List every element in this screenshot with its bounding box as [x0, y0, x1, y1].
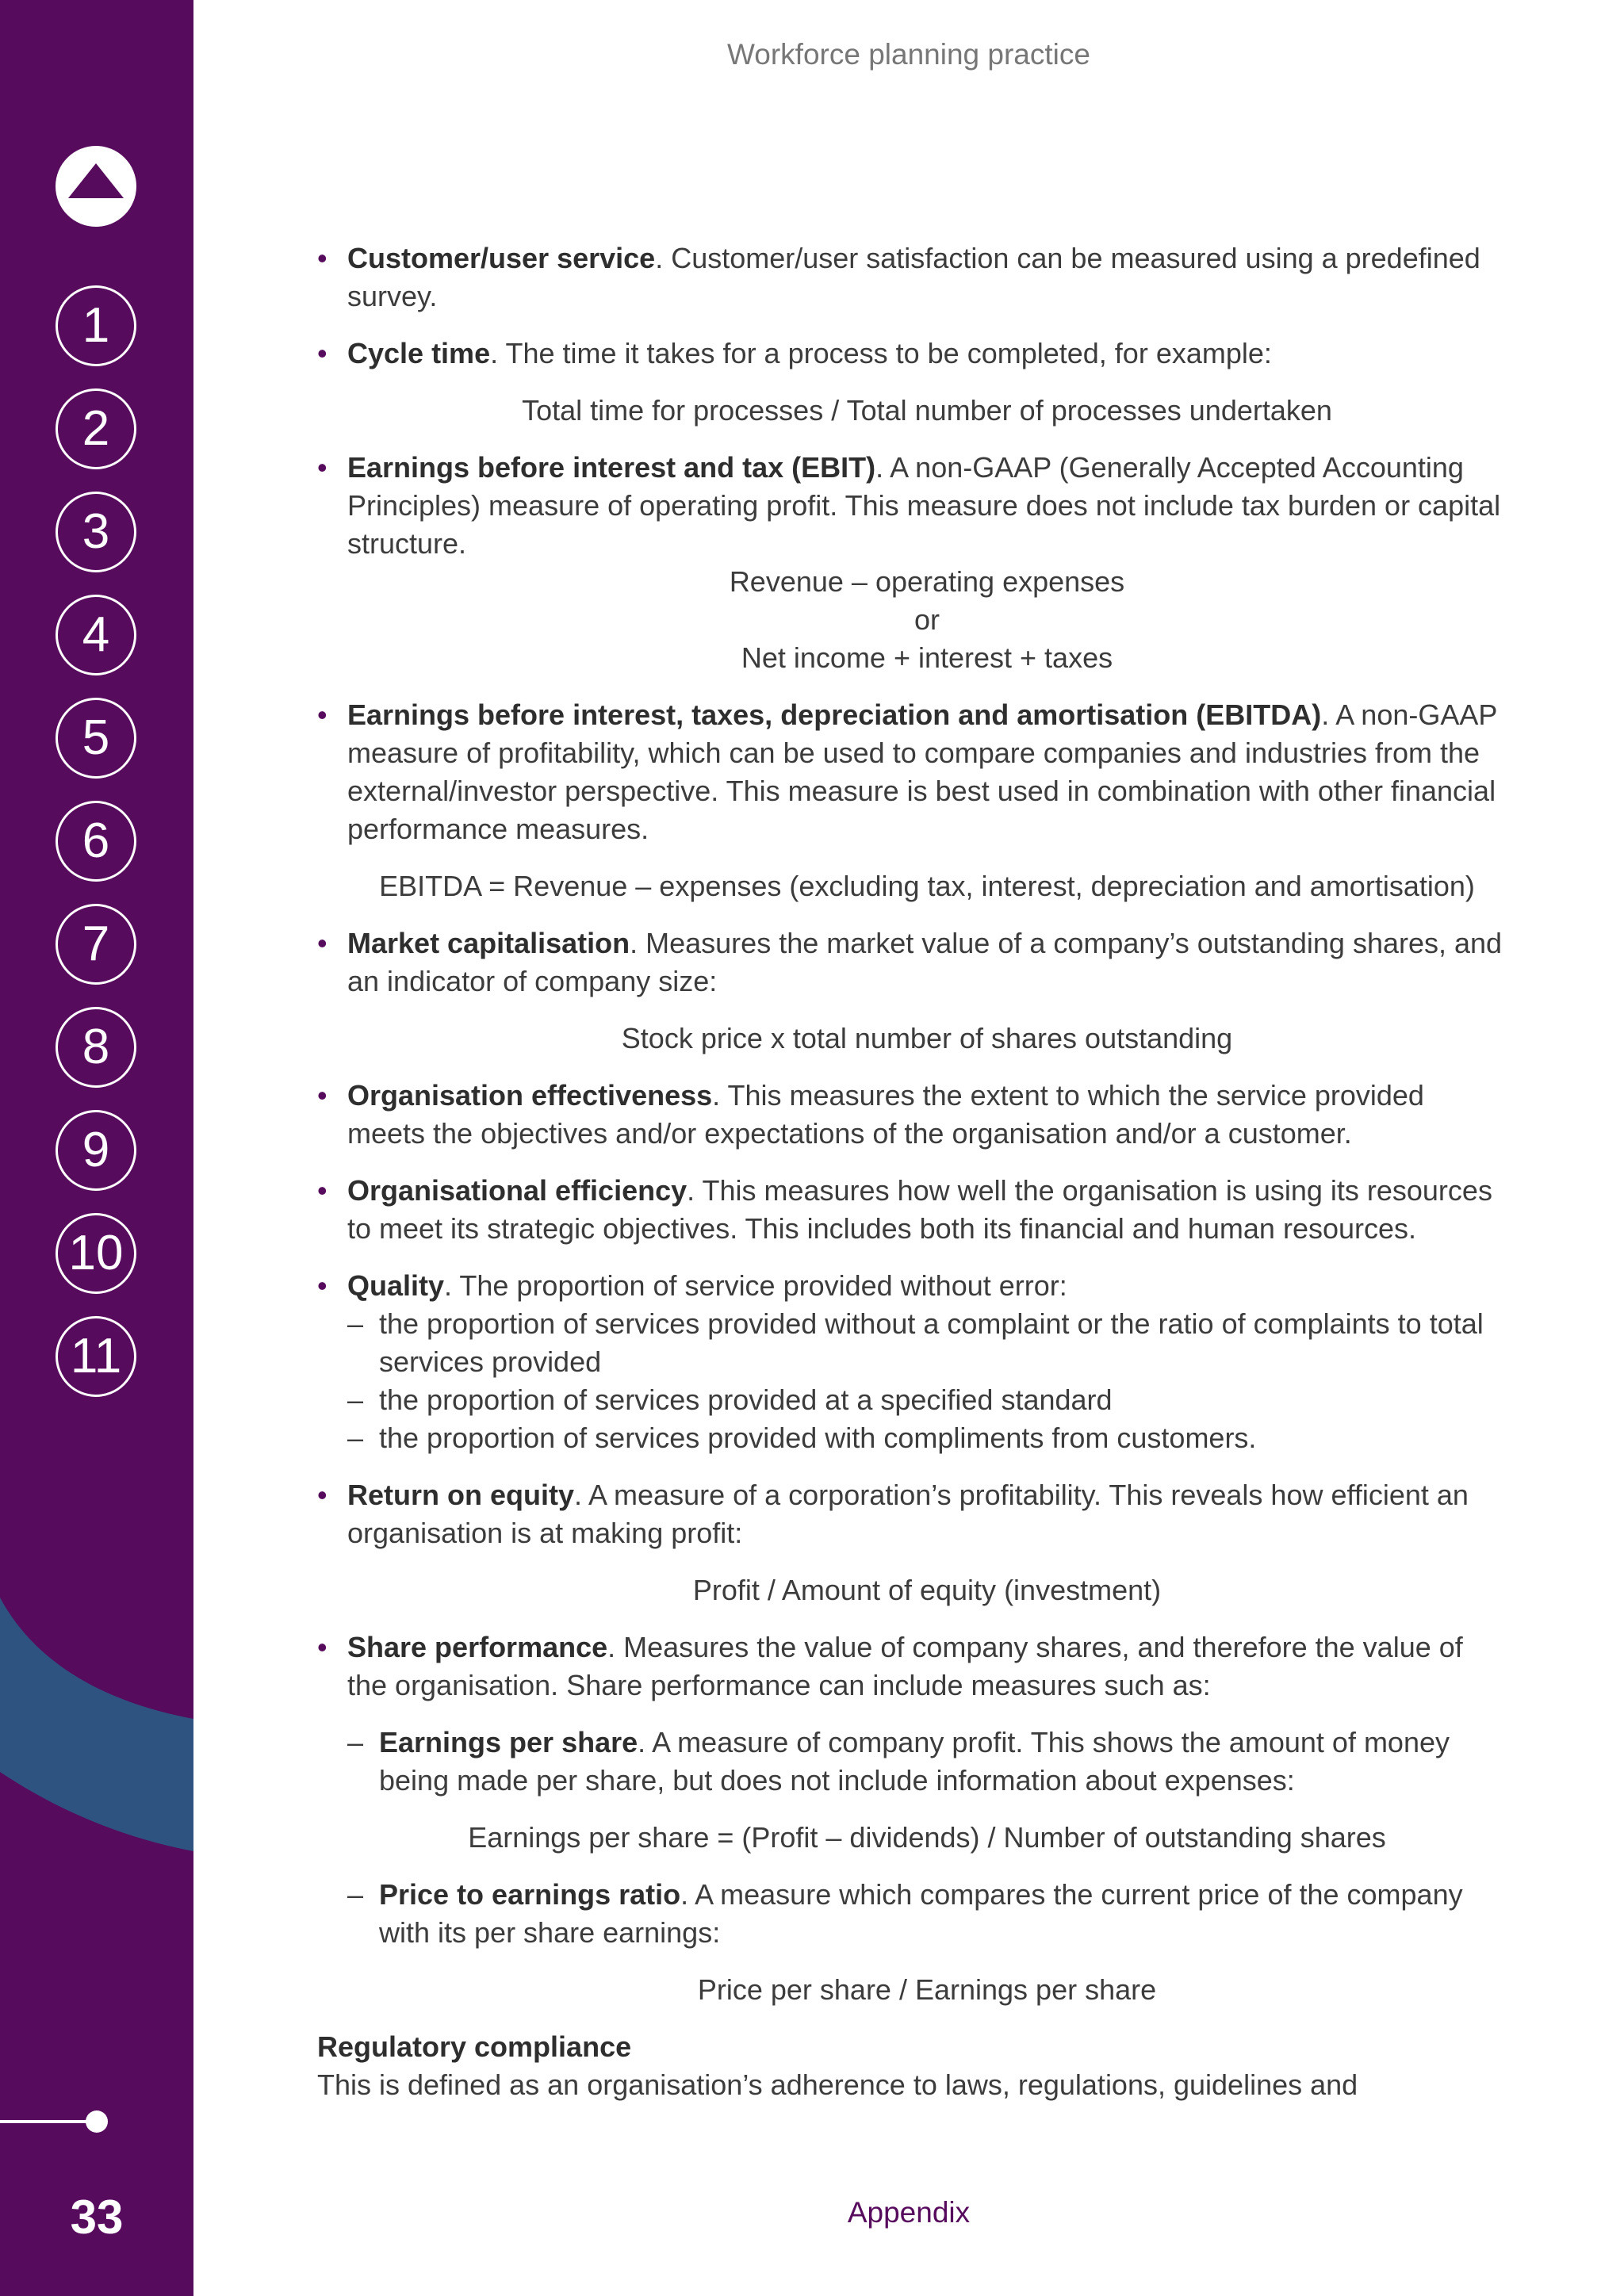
chapter-link-8[interactable]: 8: [56, 1007, 136, 1088]
definition: . Customer/user satisfaction can be measured using a predefined survey.: [347, 242, 1480, 312]
formula-earnings-per-share: Earnings per share = (Profit – dividends) / Number of outstanding shares: [468, 1821, 1386, 1854]
chapter-link-3[interactable]: 3: [56, 492, 136, 572]
definition: . The time it takes for a process to be completed, for example:: [490, 337, 1272, 369]
list-item-organisational-efficiency: [317, 1172, 1507, 1248]
term: Share performance: [347, 1631, 608, 1663]
term: Organisational efficiency: [347, 1174, 688, 1207]
formula-return-on-equity: Profit / Amount of equity (investment): [692, 1574, 1162, 1606]
chapter-link-10[interactable]: 10: [56, 1213, 136, 1294]
progress-marker: [86, 2110, 108, 2133]
list-item-quality: [317, 1267, 1507, 1305]
list-item-market-capitalisation: [317, 924, 1507, 1001]
bullet-icon: •: [317, 1269, 327, 1302]
term: Earnings per share: [379, 1726, 638, 1758]
sidebar: [0, 0, 193, 2296]
share-performance-sub-list: [347, 1724, 1507, 1800]
bullet-icon: •: [317, 698, 327, 731]
term: Market capitalisation: [347, 927, 630, 959]
main-content: [317, 239, 1507, 2104]
bullet-icon: •: [317, 451, 327, 484]
dash-icon: –: [347, 1726, 364, 1758]
bullet-icon: •: [317, 337, 327, 369]
triangle-up-icon: [56, 146, 136, 227]
definition: . A measure of a corporation’s profitability. This reveals how efficient an organisation is at making profit:: [347, 1479, 1469, 1549]
dash-icon: –: [347, 1878, 364, 1911]
term: Organisation effectiveness: [347, 1079, 713, 1112]
page-header: Workforce planning practice: [727, 38, 1090, 71]
bullet-icon: •: [317, 1479, 327, 1511]
term: Customer/user service: [347, 242, 656, 274]
definition: . A non-GAAP (Generally Accepted Accounting Principles) measure of operating profit. This measure does not include tax burden or capital structure.: [347, 451, 1501, 560]
formula-cycle-time: Total time for processes / Total number of processes undertaken: [522, 394, 1332, 427]
page-number: 33: [70, 2191, 124, 2244]
chapter-link-6[interactable]: 6: [56, 801, 136, 882]
paragraph-regulatory-compliance: This is defined as an organisation’s adherence to laws, regulations, guidelines and: [317, 2068, 1358, 2101]
progress-line: [0, 2120, 94, 2123]
list-item-return-on-equity: [317, 1476, 1507, 1552]
formula-ebit-2: Net income + interest + taxes: [741, 641, 1113, 674]
term: Earnings before interest and tax (EBIT): [347, 451, 876, 484]
chapter-link-2[interactable]: 2: [56, 388, 136, 469]
term: Quality: [347, 1269, 445, 1302]
bullet-icon: •: [317, 1174, 327, 1207]
section-heading-regulatory-compliance: Regulatory compliance: [317, 2030, 632, 2063]
term: Earnings before interest, taxes, depreciation and amortisation (EBITDA): [347, 698, 1322, 731]
chapter-link-1[interactable]: 1: [56, 285, 136, 366]
sub-list-item-price-to-earnings: [347, 1876, 1507, 1952]
definition: . The proportion of service provided without error:: [444, 1269, 1067, 1302]
chapter-link-9[interactable]: 9: [56, 1110, 136, 1191]
chapter-link-5[interactable]: 5: [56, 698, 136, 779]
list-item-customer-service: [317, 239, 1507, 316]
term: Price to earnings ratio: [379, 1878, 681, 1911]
bullet-icon: •: [317, 1631, 327, 1663]
chapter-link-11[interactable]: 11: [56, 1316, 136, 1397]
definition: . Measures the market value of a company’s outstanding shares, and an indicator of company size:: [347, 927, 1503, 997]
term: Cycle time: [347, 337, 491, 369]
bullet-icon: •: [317, 242, 327, 274]
dash-icon: –: [347, 1422, 364, 1454]
sub-list-item-earnings-per-share: [347, 1724, 1507, 1800]
back-to-top-button[interactable]: [56, 146, 136, 227]
share-performance-sub-list-2: [347, 1876, 1507, 1952]
chapter-link-4[interactable]: 4: [56, 595, 136, 675]
formula-ebitda: EBITDA = Revenue – expenses (excluding tax, interest, depreciation and amortisation): [379, 870, 1475, 902]
term: Return on equity: [347, 1479, 574, 1511]
definition: . Measures the value of company shares, and therefore the value of the organisation. Share performance can include measures such as:: [347, 1631, 1463, 1701]
chapter-link-7[interactable]: 7: [56, 904, 136, 985]
sub-list-item: – the proportion of services provided with compliments from customers.: [347, 1419, 1507, 1457]
formula-ebit-or: or: [914, 603, 940, 636]
definition: . This measures the extent to which the service provided meets the objectives and/or expectations of the organisation and/or a customer.: [347, 1079, 1424, 1150]
sub-list-item: – the proportion of services provided without a complaint or the ratio of complaints to total services provided: [347, 1305, 1507, 1381]
definition: . A non-GAAP measure of profitability, which can be used to compare companies and industries from the external/investor perspective. This measure is best used in combination with other financial performance measures.: [347, 698, 1497, 845]
dash-icon: –: [347, 1383, 364, 1416]
list-item-share-performance: [317, 1628, 1507, 1705]
list-item-ebit: [317, 449, 1507, 563]
footer-appendix-link[interactable]: Appendix: [847, 2196, 971, 2229]
sub-list-item: – the proportion of services provided at a specified standard: [347, 1381, 1507, 1419]
quality-sub-list: [347, 1305, 1507, 1457]
definition: . A measure which compares the current price of the company with its per share earnings:: [379, 1878, 1463, 1949]
list-item-organisation-effectiveness: [317, 1077, 1507, 1153]
formula-ebit-1: Revenue – operating expenses: [729, 565, 1125, 598]
definition: . This measures how well the organisation is using its resources to meet its strategic objectives. This includes both its financial and human resources.: [347, 1174, 1492, 1245]
formula-price-to-earnings: Price per share / Earnings per share: [697, 1973, 1157, 2006]
bullet-icon: •: [317, 1079, 327, 1112]
list-item-ebitda: [317, 696, 1507, 848]
list-item-cycle-time: [317, 335, 1507, 373]
bullet-icon: •: [317, 927, 327, 959]
dash-icon: –: [347, 1307, 364, 1340]
definition: . A measure of company profit. This shows the amount of money being made per share, but does not include information about expenses:: [379, 1726, 1450, 1797]
formula-market-capitalisation: Stock price x total number of shares outstanding: [621, 1022, 1233, 1054]
